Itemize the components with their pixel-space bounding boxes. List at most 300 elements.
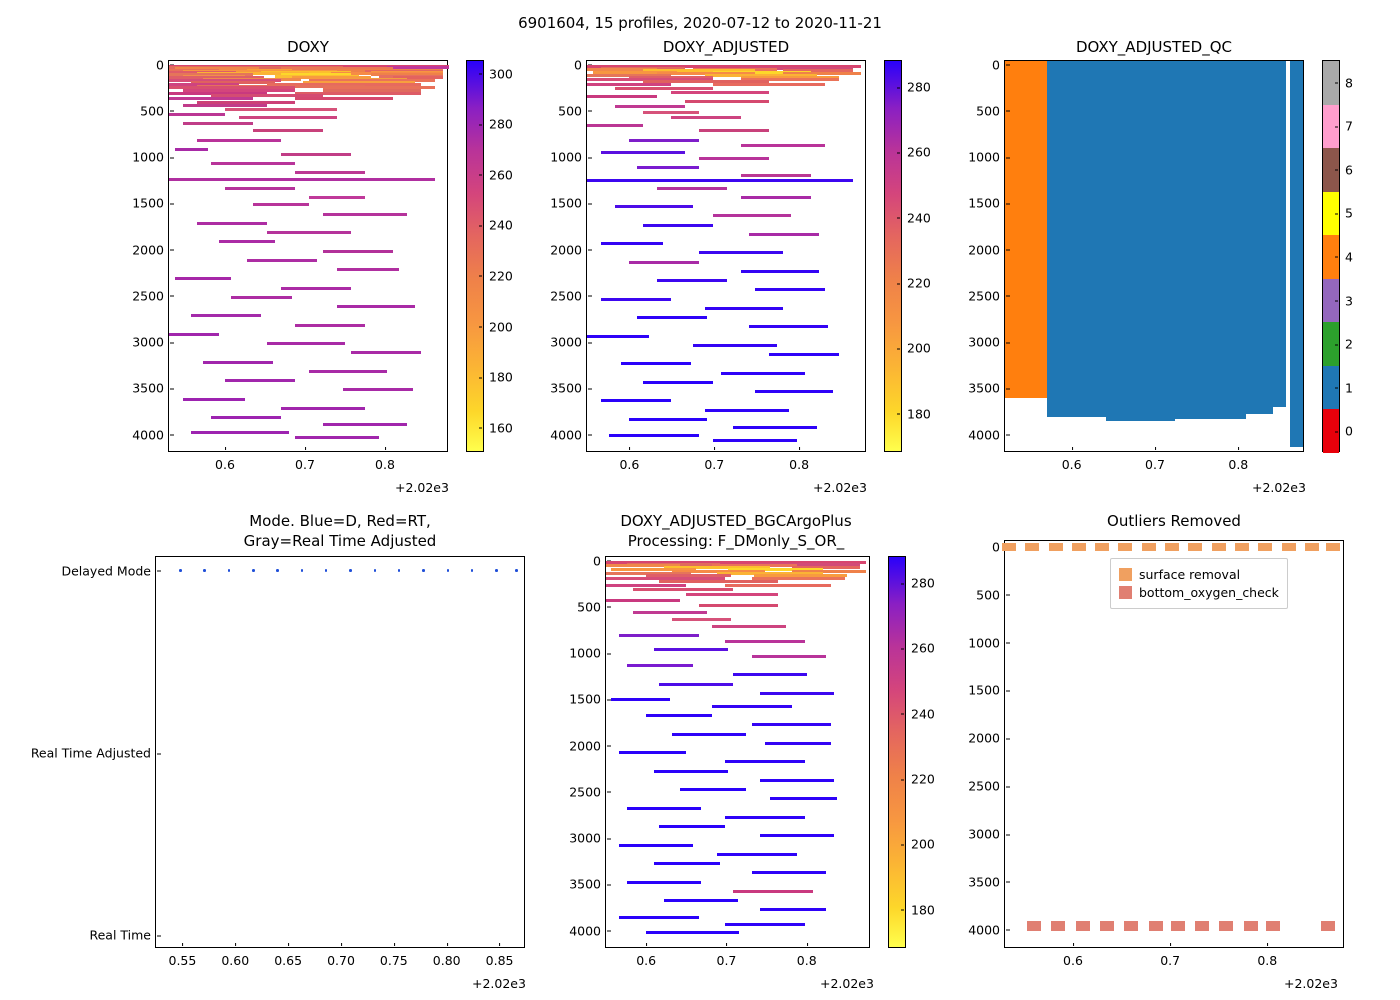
heat-row <box>169 113 225 116</box>
x-offset-label-mode: +2.02e3 <box>472 976 526 991</box>
heat-row <box>712 625 786 628</box>
outlier-bottom-marker <box>1219 921 1233 931</box>
colorbar-tick-label: 200 <box>905 837 935 852</box>
heat-row <box>654 862 720 865</box>
heat-row <box>225 108 337 111</box>
heat-row <box>672 733 746 736</box>
mode-point <box>276 569 279 572</box>
colorbar-qc-segment-0 <box>1323 409 1353 453</box>
qc-band-1-right-column <box>1273 61 1286 398</box>
heat-row <box>601 399 671 402</box>
heat-row <box>659 683 733 686</box>
heat-row <box>741 144 825 147</box>
heat-row <box>733 890 813 893</box>
axes-bgcargoplus[interactable] <box>569 553 870 968</box>
qc-band-1-step-c <box>1175 407 1247 419</box>
heat-row <box>191 431 289 434</box>
heat-row <box>587 179 853 182</box>
mode-point <box>398 569 401 572</box>
heat-row <box>619 634 699 637</box>
x-tick-label: 0.65 <box>274 947 302 968</box>
outlier-surface-marker <box>1188 543 1202 551</box>
y-tick-label: 1000 <box>968 635 1005 650</box>
y-tick-label: 2500 <box>569 784 606 799</box>
x-tick-label: 0.60 <box>221 947 249 968</box>
colorbar-qc-tick-label: 7 <box>1339 119 1353 134</box>
colorbar-qc-tick-label: 5 <box>1339 206 1353 221</box>
legend-swatch-bottom-oxygen-check <box>1119 586 1132 599</box>
heat-row <box>337 268 399 271</box>
colorbar-tick-label: 200 <box>901 341 931 356</box>
outlier-bottom-marker <box>1149 921 1163 931</box>
heat-row <box>755 390 833 393</box>
heat-row <box>685 100 769 103</box>
colorbar-tick-label: 240 <box>483 218 513 233</box>
x-offset-label-doxy-adjusted: +2.02e3 <box>813 480 867 495</box>
y-tick-label: 1500 <box>569 692 606 707</box>
colorbar-qc-tick-label: 1 <box>1339 380 1353 395</box>
heat-row <box>769 353 839 356</box>
heat-row <box>611 698 669 701</box>
y-tick-label: 3500 <box>569 877 606 892</box>
heat-row <box>295 324 365 327</box>
heat-row <box>239 116 337 119</box>
legend-label-surface-removal: surface removal <box>1139 567 1241 582</box>
heat-row <box>725 816 805 819</box>
heat-row <box>211 162 295 165</box>
y-tick-label: 1500 <box>550 196 587 211</box>
heat-row <box>725 584 831 587</box>
y-tick-label: 4000 <box>550 427 587 442</box>
y-tick-label: 0 <box>574 57 587 72</box>
x-tick-label: 0.8 <box>789 451 809 472</box>
heat-row <box>741 196 811 199</box>
heat-row <box>627 807 701 810</box>
colorbar-tick-label: 220 <box>901 276 931 291</box>
heat-row <box>713 214 791 217</box>
heat-row <box>343 388 413 391</box>
mode-point <box>301 569 304 572</box>
colorbar-qc-segment-1 <box>1323 366 1353 410</box>
heat-row <box>672 618 730 621</box>
heat-row <box>169 97 253 100</box>
heat-row <box>295 436 379 439</box>
heat-row <box>637 316 707 319</box>
x-tick-label: 0.6 <box>1062 451 1082 472</box>
heat-row <box>601 298 671 301</box>
y-tick-label: 2000 <box>569 738 606 753</box>
x-tick-label: 0.6 <box>636 947 656 968</box>
heat-row <box>693 344 777 347</box>
heat-row <box>609 434 699 437</box>
y-tick-label: 500 <box>976 587 1005 602</box>
heat-row <box>587 83 671 86</box>
heat-row <box>705 307 783 310</box>
heat-row <box>713 83 825 86</box>
heat-row <box>629 261 699 264</box>
outlier-surface-marker <box>1072 543 1086 551</box>
colorbar-qc-tick-label: 8 <box>1339 75 1353 90</box>
heat-row <box>643 381 713 384</box>
outlier-bottom-marker <box>1244 921 1258 931</box>
outlier-bottom-marker <box>1027 921 1041 931</box>
heat-row <box>760 834 834 837</box>
outlier-surface-marker <box>1025 543 1039 551</box>
y-tick-label: 3000 <box>968 335 1005 350</box>
heat-row <box>646 714 712 717</box>
panel-outliers-removed-title: Outliers Removed <box>1107 512 1241 530</box>
outlier-surface-marker <box>1235 543 1249 551</box>
heat-row <box>721 372 805 375</box>
colorbar-tick-label: 280 <box>483 117 513 132</box>
y-tick-label: 3000 <box>968 827 1005 842</box>
heat-row <box>629 418 707 421</box>
outlier-surface-marker <box>1165 543 1179 551</box>
x-tick-label: 0.8 <box>797 947 817 968</box>
x-tick-label: 0.7 <box>1160 947 1180 968</box>
heat-row <box>629 139 699 142</box>
x-tick-label: 0.55 <box>169 947 197 968</box>
heat-row <box>197 139 281 142</box>
heat-row <box>295 171 365 174</box>
y-tick-label: Real Time Adjusted <box>31 746 156 761</box>
heat-row <box>351 351 421 354</box>
heat-row <box>643 224 713 227</box>
qc-band-1-step-d <box>1246 407 1273 413</box>
outlier-surface-marker <box>1212 543 1226 551</box>
panel-doxy-title: DOXY <box>287 38 329 56</box>
y-tick-label: 2000 <box>968 731 1005 746</box>
heat-row <box>619 751 685 754</box>
heat-row <box>699 604 779 607</box>
colorbar-qc-segment-8 <box>1323 61 1353 105</box>
y-tick-label: 1500 <box>968 196 1005 211</box>
heat-row <box>323 250 393 253</box>
heat-row <box>686 593 779 596</box>
x-offset-label-outliers: +2.02e3 <box>1284 976 1338 991</box>
heat-row <box>712 705 792 708</box>
y-tick-label: 3000 <box>132 335 169 350</box>
outlier-surface-marker <box>1326 543 1340 551</box>
heat-row <box>770 797 836 800</box>
colorbar-tick-label: 300 <box>483 66 513 81</box>
y-tick-label: 4000 <box>132 427 169 442</box>
heat-row <box>247 259 317 262</box>
qc-band-1-step-b <box>1106 407 1175 421</box>
outlier-surface-marker <box>1118 543 1132 551</box>
axes-doxy-adjusted[interactable] <box>550 57 866 472</box>
outlier-bottom-marker <box>1100 921 1114 931</box>
y-tick-label: 1000 <box>550 150 587 165</box>
heat-row <box>615 205 693 208</box>
outlier-surface-marker <box>1142 543 1156 551</box>
heat-row <box>637 166 699 169</box>
y-tick-label: 500 <box>976 103 1005 118</box>
heat-row <box>309 196 365 199</box>
x-tick-label: 0.80 <box>433 947 461 968</box>
colorbar-tick-label: 260 <box>901 145 931 160</box>
legend-label-bottom-oxygen-check: bottom_oxygen_check <box>1139 585 1279 600</box>
outlier-bottom-marker <box>1171 921 1185 931</box>
colorbar-tick-label: 260 <box>905 641 935 656</box>
heat-row <box>680 788 746 791</box>
heat-row <box>606 599 680 602</box>
colorbar-qc-segment-4 <box>1323 235 1353 279</box>
y-tick-label: 4000 <box>968 922 1005 937</box>
heat-row <box>621 362 691 365</box>
x-tick-label: 0.7 <box>295 451 315 472</box>
heat-row <box>749 233 819 236</box>
heat-row <box>267 231 351 234</box>
heat-row <box>615 105 685 108</box>
heat-row <box>587 335 649 338</box>
heat-row <box>717 853 797 856</box>
heat-row <box>197 222 267 225</box>
heat-row <box>765 742 831 745</box>
colorbar-tick-label: 200 <box>483 319 513 334</box>
heat-row <box>601 151 685 154</box>
y-tick-label: 2500 <box>550 288 587 303</box>
y-tick-label: 2500 <box>968 779 1005 794</box>
colorbar-qc-segment-2 <box>1323 322 1353 366</box>
heat-row <box>733 673 807 676</box>
heat-row <box>733 426 817 429</box>
x-tick-label: 0.85 <box>486 947 514 968</box>
heat-row <box>671 116 741 119</box>
mode-point <box>349 569 352 572</box>
y-tick-label: 0 <box>593 553 606 568</box>
panel-doxy-adjusted-qc-title: DOXY_ADJUSTED_QC <box>1075 38 1233 56</box>
heat-row <box>760 908 826 911</box>
heat-row <box>659 580 778 583</box>
heat-row <box>295 97 393 100</box>
x-tick-label: 0.70 <box>327 947 355 968</box>
heat-row <box>654 648 728 651</box>
x-tick-label: 0.8 <box>1228 451 1248 472</box>
y-tick-label: 1500 <box>132 196 169 211</box>
heat-row <box>659 825 725 828</box>
colorbar-qc-segment-7 <box>1323 105 1353 149</box>
colorbar-tick-label: 240 <box>901 210 931 225</box>
heat-row <box>643 111 699 114</box>
outlier-bottom-marker <box>1195 921 1209 931</box>
colorbar-doxy <box>466 60 513 452</box>
y-tick-label: 0 <box>992 539 1005 554</box>
colorbar-doxy-adjusted <box>884 60 931 452</box>
mode-point <box>325 569 328 572</box>
colorbar-tick-label: 220 <box>483 268 513 283</box>
heat-row <box>606 584 686 587</box>
heat-row <box>175 148 209 151</box>
heat-row <box>752 871 826 874</box>
outlier-bottom-marker <box>1266 921 1280 931</box>
outlier-surface-marker <box>1282 543 1296 551</box>
heat-row <box>657 279 727 282</box>
colorbar-qc-tick-label: 3 <box>1339 293 1353 308</box>
panel-bgcargoplus-title-line1: DOXY_ADJUSTED_BGCArgoPlus <box>620 512 852 530</box>
y-tick-label: 3500 <box>550 381 587 396</box>
y-tick-label: 0 <box>992 57 1005 72</box>
colorbar-tick-label: 240 <box>905 706 935 721</box>
figure-suptitle: 6901604, 15 profiles, 2020-07-12 to 2020-11-21 <box>518 14 882 32</box>
heat-row <box>627 881 701 884</box>
y-tick-label: 1000 <box>968 150 1005 165</box>
x-tick-label: 0.8 <box>375 451 395 472</box>
colorbar-qc <box>1322 60 1353 452</box>
mode-point <box>422 569 425 572</box>
x-tick-label: 0.7 <box>704 451 724 472</box>
heat-row <box>657 187 727 190</box>
x-tick-label: 0.8 <box>1257 947 1277 968</box>
heat-row <box>749 325 827 328</box>
outlier-surface-marker <box>1095 543 1109 551</box>
colorbar-qc-segment-5 <box>1323 192 1353 236</box>
x-tick-label: 0.6 <box>215 451 235 472</box>
y-tick-label: 3000 <box>550 335 587 350</box>
heat-row <box>281 153 351 156</box>
outlier-surface-marker <box>1049 543 1063 551</box>
y-tick-label: 500 <box>577 599 606 614</box>
heat-row <box>323 213 407 216</box>
outlier-surface-marker <box>1002 543 1016 551</box>
heat-row <box>619 844 693 847</box>
heat-row <box>752 723 832 726</box>
heat-row <box>183 104 267 107</box>
heat-row <box>183 122 253 125</box>
qc-band-1-far-right <box>1290 61 1303 447</box>
outlier-bottom-marker <box>1051 921 1065 931</box>
heat-row <box>183 398 245 401</box>
heat-row <box>191 314 261 317</box>
heat-row <box>169 178 435 181</box>
mode-point <box>374 569 377 572</box>
y-tick-label: Real Time <box>89 928 156 943</box>
heat-row <box>741 270 819 273</box>
heat-row <box>253 129 323 132</box>
heat-row <box>231 296 293 299</box>
heat-row <box>741 174 811 177</box>
axes-doxy[interactable] <box>132 57 448 472</box>
x-offset-label-doxy: +2.02e3 <box>395 480 449 495</box>
legend-outliers <box>1110 558 1288 609</box>
colorbar-qc-tick-label: 0 <box>1339 424 1353 439</box>
heat-row <box>309 370 387 373</box>
heat-row <box>713 439 797 442</box>
heat-row <box>752 655 826 658</box>
panel-mode-title-line1: Mode. Blue=D, Red=RT, <box>249 512 431 530</box>
colorbar-tick-label: 260 <box>483 167 513 182</box>
outlier-surface-marker <box>1305 543 1319 551</box>
y-tick-label: 500 <box>140 103 169 118</box>
x-offset-label-bgcargoplus: +2.02e3 <box>820 976 874 991</box>
heat-row <box>211 416 281 419</box>
heat-row <box>755 288 825 291</box>
mode-point <box>252 569 255 572</box>
heat-row <box>725 923 805 926</box>
heat-row <box>337 305 415 308</box>
panel-doxy-adjusted-title: DOXY_ADJUSTED <box>662 38 790 56</box>
heat-row <box>633 588 734 591</box>
colorbar-bgcargoplus <box>888 556 935 948</box>
y-tick-label: 4000 <box>569 923 606 938</box>
colorbar-qc-segment-6 <box>1323 148 1353 192</box>
x-tick-label: 0.7 <box>717 947 737 968</box>
legend-swatch-surface-removal <box>1119 568 1132 581</box>
heat-row <box>725 760 805 763</box>
heat-row <box>664 899 738 902</box>
mode-point <box>515 569 518 572</box>
legend-item-bottom-oxygen-check <box>1119 585 1279 600</box>
x-tick-label: 0.75 <box>380 947 408 968</box>
colorbar-tick-label: 180 <box>905 902 935 917</box>
heat-row <box>587 124 643 127</box>
heat-row <box>203 361 273 364</box>
y-tick-label: 1500 <box>968 683 1005 698</box>
heat-row <box>760 692 834 695</box>
heat-row <box>169 333 219 336</box>
heat-row <box>281 407 365 410</box>
mode-point <box>179 569 182 572</box>
outlier-bottom-marker <box>1124 921 1138 931</box>
y-tick-label: 2000 <box>968 242 1005 257</box>
heat-row <box>323 423 407 426</box>
y-tick-label: 1000 <box>569 646 606 661</box>
colorbar-qc-tick-label: 4 <box>1339 249 1353 264</box>
y-tick-label: 3500 <box>132 381 169 396</box>
colorbar-tick-label: 180 <box>901 406 931 421</box>
axes-mode[interactable] <box>30 556 525 968</box>
outlier-surface-marker <box>1258 543 1272 551</box>
heat-row <box>615 87 713 90</box>
y-tick-label: 0 <box>156 57 169 72</box>
x-tick-label: 0.6 <box>1063 947 1083 968</box>
y-tick-label: 4000 <box>968 427 1005 442</box>
colorbar-qc-segment-3 <box>1323 279 1353 323</box>
y-tick-label: 3500 <box>968 874 1005 889</box>
x-offset-label-qc: +2.02e3 <box>1252 480 1306 495</box>
heat-row <box>267 342 345 345</box>
y-tick-label: 2500 <box>132 288 169 303</box>
axes-doxy-adjusted-qc[interactable] <box>968 57 1304 472</box>
heat-row <box>633 611 707 614</box>
colorbar-tick-label: 180 <box>483 370 513 385</box>
colorbar-tick-label: 280 <box>905 576 935 591</box>
y-tick-label: 500 <box>558 103 587 118</box>
y-tick-label: Delayed Mode <box>61 563 156 578</box>
heat-row <box>671 91 769 94</box>
outlier-bottom-marker <box>1321 921 1335 931</box>
heat-row <box>725 640 805 643</box>
y-tick-label: 2000 <box>132 242 169 257</box>
heat-row <box>619 916 699 919</box>
x-tick-label: 0.7 <box>1145 451 1165 472</box>
heat-row <box>601 242 663 245</box>
qc-gap-white <box>1286 61 1290 451</box>
heat-row <box>219 240 275 243</box>
y-tick-label: 2500 <box>968 288 1005 303</box>
heat-row <box>253 203 309 206</box>
colorbar-qc-tick-label: 2 <box>1339 337 1353 352</box>
legend-item-surface-removal <box>1119 567 1279 582</box>
qc-band-4 <box>1005 61 1047 398</box>
mode-point <box>495 569 498 572</box>
heat-row <box>705 409 789 412</box>
mode-point <box>447 569 450 572</box>
panel-mode-title-line2: Gray=Real Time Adjusted <box>243 532 437 550</box>
heat-row <box>699 129 769 132</box>
heat-row <box>760 779 834 782</box>
colorbar-tick-label: 280 <box>901 80 931 95</box>
